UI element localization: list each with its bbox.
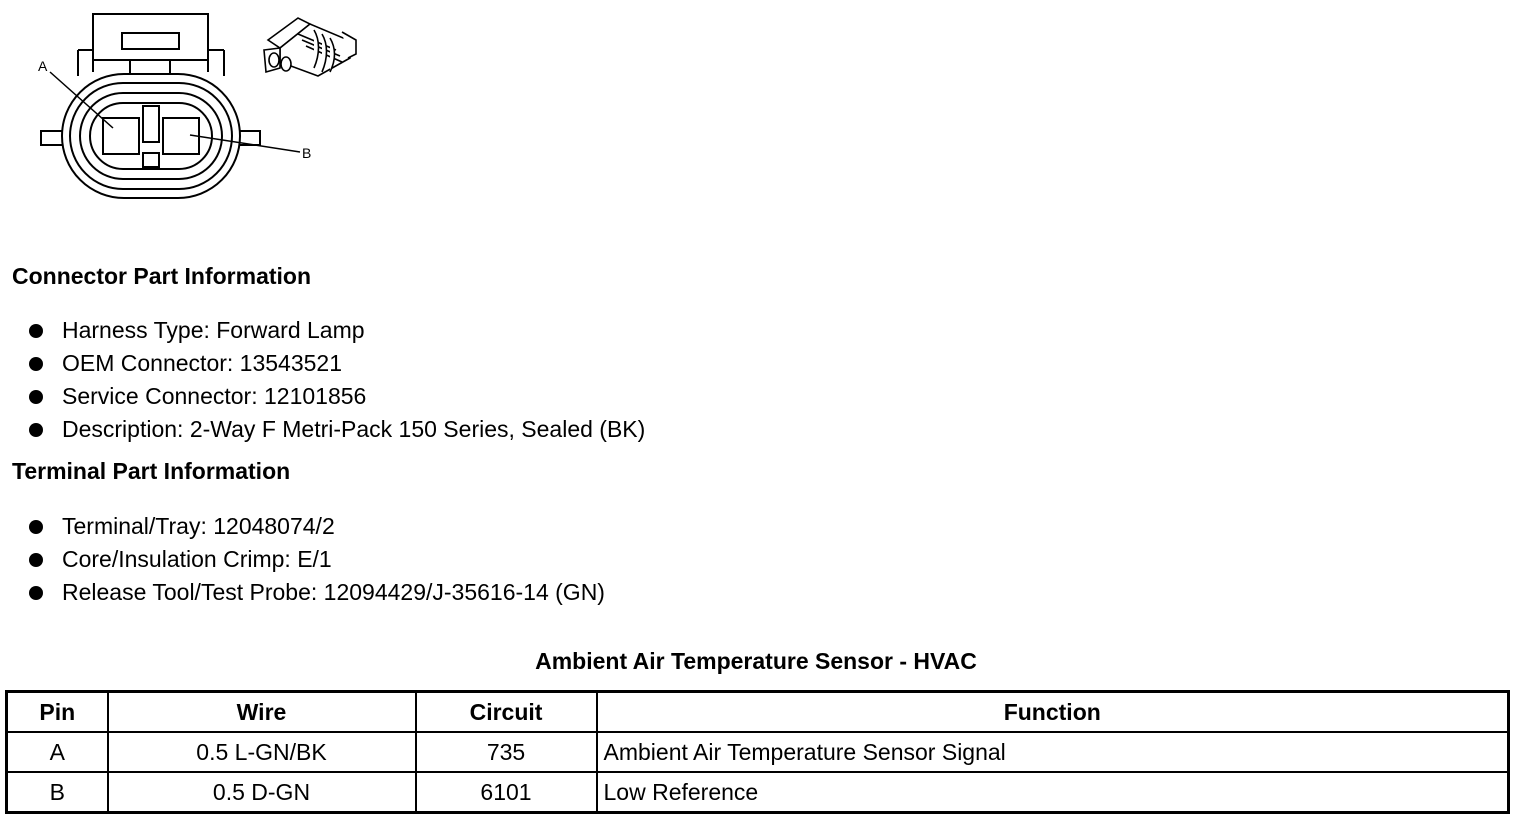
crimp-text: Core/Insulation Crimp: E/1: [62, 546, 332, 572]
pin-cell: B: [7, 772, 108, 813]
connector-isometric-icon: [258, 10, 362, 80]
bullet-icon: [29, 324, 43, 338]
terminal-part-info-list: [0, 510, 605, 609]
wire-column-header: Wire: [108, 692, 416, 733]
list-item: [0, 543, 605, 576]
list-item: [0, 576, 605, 609]
release-tool-text: Release Tool/Test Probe: 12094429/J-35616-14 (GN): [62, 579, 605, 605]
table-row: [7, 732, 1509, 772]
table-row: [7, 772, 1509, 813]
connector-diagram: [0, 0, 400, 230]
list-item: [0, 510, 605, 543]
circuit-column-header: Circuit: [416, 692, 597, 733]
pin-table-title: Ambient Air Temperature Sensor - HVAC: [535, 648, 977, 674]
list-item: [0, 380, 645, 413]
bullet-icon: [29, 586, 43, 600]
description-text: Description: 2-Way F Metri-Pack 150 Series, Sealed (BK): [62, 416, 646, 442]
terminal-part-info-heading: Terminal Part Information: [12, 458, 291, 484]
function-column-header: Function: [597, 692, 1509, 733]
bullet-icon: [29, 423, 43, 437]
pin-cell: A: [7, 732, 108, 772]
bullet-icon: [29, 357, 43, 371]
circuit-cell: 6101: [416, 772, 597, 813]
wire-cell: 0.5 D-GN: [108, 772, 416, 813]
bullet-icon: [29, 553, 43, 567]
harness-type-text: Harness Type: Forward Lamp: [62, 317, 365, 343]
table-header-row: [7, 692, 1509, 733]
oem-connector-text: OEM Connector: 13543521: [62, 350, 343, 376]
function-cell: Low Reference: [597, 772, 1509, 813]
list-item: [0, 314, 645, 347]
list-item: [0, 347, 645, 380]
pin-b-callout: B: [302, 145, 312, 161]
function-cell: Ambient Air Temperature Sensor Signal: [597, 732, 1509, 772]
service-connector-text: Service Connector: 12101856: [62, 383, 367, 409]
pin-a-callout: A: [38, 58, 48, 74]
bullet-icon: [29, 390, 43, 404]
terminal-tray-text: Terminal/Tray: 12048074/2: [62, 513, 335, 539]
circuit-cell: 735: [416, 732, 597, 772]
connector-part-info-list: [0, 314, 645, 446]
list-item: [0, 413, 645, 446]
pin-table: [5, 690, 1510, 814]
bullet-icon: [29, 520, 43, 534]
connector-part-info-heading: Connector Part Information: [12, 263, 312, 289]
wire-cell: 0.5 L-GN/BK: [108, 732, 416, 772]
pin-column-header: Pin: [7, 692, 108, 733]
